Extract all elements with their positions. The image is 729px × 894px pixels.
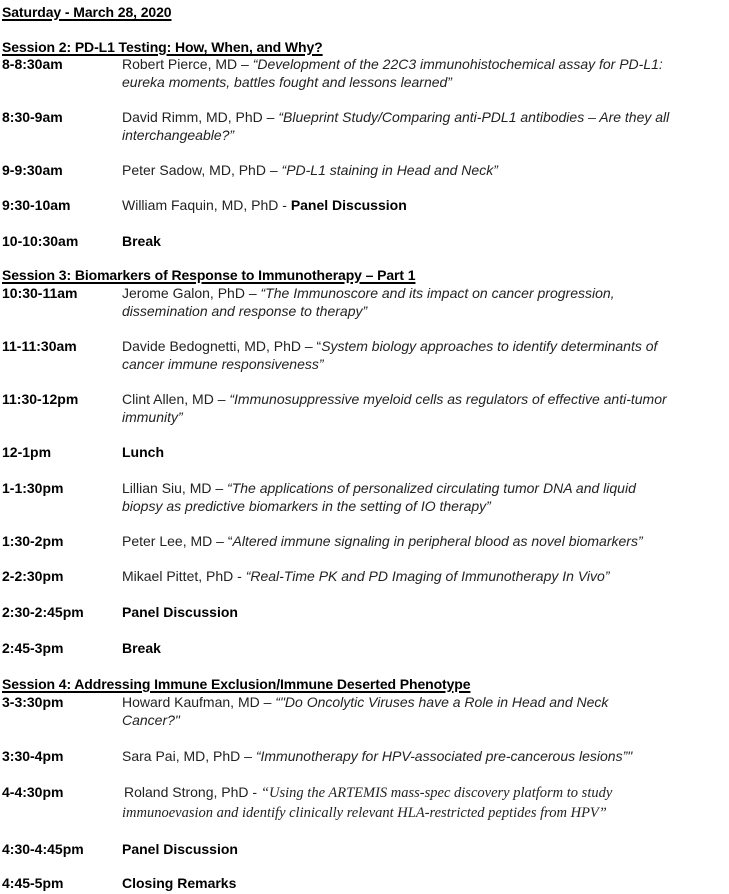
speaker: Roland Strong, PhD - xyxy=(124,784,261,800)
event-label: Panel Discussion xyxy=(122,841,238,857)
time-slot: 2:45-3pm xyxy=(2,640,64,656)
talk-entry-continued xyxy=(122,712,180,728)
talk-entry-continued xyxy=(122,303,367,319)
talk-title: interchangeable?” xyxy=(122,127,235,143)
talk-entry-continued xyxy=(122,356,324,372)
talk-entry-continued xyxy=(122,498,491,514)
talk-entry-continued xyxy=(122,409,183,425)
talk-title: “Using the ARTEMIS mass-spec discovery platform to study xyxy=(260,785,613,801)
time-slot: 2-2:30pm xyxy=(2,568,64,584)
talk-entry xyxy=(122,533,643,549)
talk-title: Cancer?" xyxy=(122,712,180,728)
speaker: Peter Lee, MD – “ xyxy=(122,533,233,549)
time-slot: 12-1pm xyxy=(2,444,52,460)
time-slot: 11-11:30am xyxy=(2,338,77,354)
talk-entry xyxy=(122,109,669,125)
talk-title: “Immunosuppressive myeloid cells as regulators of effective anti-tumor xyxy=(229,391,667,407)
event-label: Closing Remarks xyxy=(122,875,237,891)
time-slot: 3:30-4pm xyxy=(2,748,64,764)
speaker: William Faquin, MD, PhD - xyxy=(122,197,291,213)
event-label: Lunch xyxy=(122,444,164,460)
talk-entry xyxy=(124,784,612,802)
speaker: Jerome Galon, PhD – xyxy=(122,285,261,301)
time-slot: 8:30-9am xyxy=(2,109,63,125)
time-slot: 4:45-5pm xyxy=(2,875,64,891)
talk-entry xyxy=(122,162,498,178)
time-slot: 1-1:30pm xyxy=(2,480,64,496)
talk-title: cancer immune responsiveness” xyxy=(122,356,324,372)
talk-entry xyxy=(122,285,615,301)
talk-entry xyxy=(122,694,608,710)
talk-title: “The applications of personalized circulating tumor DNA and liquid xyxy=(227,480,636,496)
speaker: Mikael Pittet, PhD - xyxy=(122,568,246,584)
time-slot: 9:30-10am xyxy=(2,197,71,213)
talk-title: “The Immunoscore and its impact on cancer progression, xyxy=(260,285,615,301)
time-slot: 11:30-12pm xyxy=(2,391,79,407)
speaker: Clint Allen, MD – xyxy=(122,391,230,407)
talk-title: “Blueprint Study/Comparing anti-PDL1 antibodies – Are they all xyxy=(278,109,670,125)
talk-entry xyxy=(122,338,657,354)
speaker: Sara Pai, MD, PhD – xyxy=(122,748,256,764)
talk-entry-continued xyxy=(122,804,607,822)
talk-title: “Development of the 22C3 immunohistochemical assay for PD-L1: xyxy=(252,56,663,72)
speaker: David Rimm, MD, PhD – xyxy=(122,109,279,125)
event-label: Break xyxy=(122,640,161,656)
speaker: Peter Sadow, MD, PhD – xyxy=(122,162,282,178)
time-slot: 10-10:30am xyxy=(2,233,79,249)
time-slot: 4:30-4:45pm xyxy=(2,841,84,857)
talk-title: dissemination and response to therapy” xyxy=(122,303,368,319)
speaker: Davide Bedognetti, MD, PhD – “ xyxy=(122,338,322,354)
page-title: Saturday - March 28, 2020 xyxy=(2,4,172,20)
time-slot: 10:30-11am xyxy=(2,285,78,301)
event-label: Panel Discussion xyxy=(122,604,238,620)
event-label: Break xyxy=(122,233,161,249)
talk-title: “Real-Time PK and PD Imaging of Immunotherapy In Vivo” xyxy=(245,568,610,584)
talk-entry xyxy=(122,56,663,72)
talk-entry xyxy=(122,748,632,764)
time-slot: 3-3:30pm xyxy=(2,694,64,710)
talk-entry-continued xyxy=(122,127,234,143)
talk-title: “Immunotherapy for HPV-associated pre-cancerous lesions”" xyxy=(255,748,633,764)
talk-entry xyxy=(122,568,609,584)
event-label: Panel Discussion xyxy=(290,197,407,213)
time-slot: 8-8:30am xyxy=(2,56,63,72)
talk-title: “"Do Oncolytic Viruses have a Role in Head and Neck xyxy=(275,694,609,710)
talk-entry xyxy=(122,391,667,407)
time-slot: 1:30-2pm xyxy=(2,533,64,549)
speaker: Lillian Siu, MD – xyxy=(122,480,228,496)
talk-title: eureka moments, battles fought and lessons learned” xyxy=(122,74,452,90)
time-slot: 2:30-2:45pm xyxy=(2,604,84,620)
speaker: Robert Pierce, MD – xyxy=(122,56,253,72)
talk-title: immunoevasion and identify clinically relevant HLA-restricted peptides from HPV” xyxy=(122,805,607,821)
talk-title: Altered immune signaling in peripheral blood as novel biomarkers” xyxy=(232,533,643,549)
talk-title: “PD-L1 staining in Head and Neck” xyxy=(281,162,498,178)
talk-title: immunity” xyxy=(122,409,183,425)
talk-entry xyxy=(122,197,407,213)
session-heading: Session 2: PD-L1 Testing: How, When, and Why? xyxy=(2,39,323,55)
talk-entry xyxy=(122,480,636,496)
speaker: Howard Kaufman, MD – xyxy=(122,694,276,710)
talk-title: biopsy as predictive biomarkers in the setting of IO therapy” xyxy=(122,498,491,514)
time-slot: 9-9:30am xyxy=(2,162,63,178)
session-heading: Session 3: Biomarkers of Response to Immunotherapy – Part 1 xyxy=(2,267,416,283)
talk-entry-continued xyxy=(122,74,452,90)
time-slot: 4-4:30pm xyxy=(2,784,64,800)
talk-title: System biology approaches to identify determinants of xyxy=(321,338,658,354)
session-heading: Session 4: Addressing Immune Exclusion/Immune Deserted Phenotype xyxy=(2,676,471,692)
